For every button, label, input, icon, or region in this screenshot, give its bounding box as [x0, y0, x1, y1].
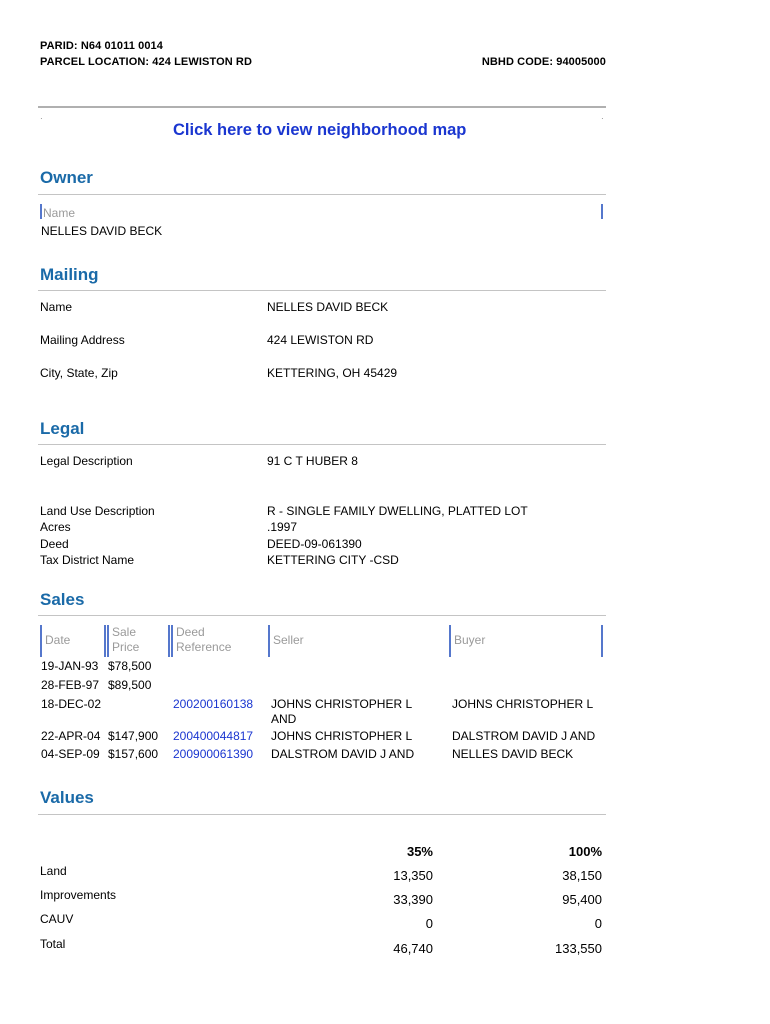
- mailing-city-value: KETTERING, OH 45429: [267, 366, 398, 380]
- values-total-100: 133,550: [555, 941, 602, 956]
- sale-seller: DALSTROM DAVID J AND: [271, 747, 415, 761]
- nbhd-code-text: NBHD CODE: 94005000: [481, 56, 606, 68]
- sale-buyer: DALSTROM DAVID J AND: [452, 729, 596, 743]
- sales-seller-header[interactable]: Seller: [268, 625, 438, 657]
- values-improvements-35: 33,390: [393, 892, 433, 907]
- sale-date: 22-APR-04: [41, 729, 101, 743]
- mailing-section-title: Mailing: [40, 265, 99, 284]
- sale-seller: JOHNS CHRISTOPHER L: [271, 697, 413, 711]
- land-use-value: R - SINGLE FAMILY DWELLING, PLATTED LOT: [267, 504, 528, 518]
- parcel-location-text: PARCEL LOCATION: 424 LEWISTON RD: [40, 56, 253, 68]
- owner-name-value: NELLES DAVID BECK: [41, 224, 163, 238]
- legal-divider: [38, 444, 606, 445]
- owner-col-end-marker: [601, 204, 603, 219]
- mailing-name-value: NELLES DAVID BECK: [267, 300, 389, 314]
- deed-reference-link[interactable]: 200900061390: [173, 747, 254, 761]
- sale-buyer: NELLES DAVID BECK: [452, 747, 574, 761]
- values-total-35: 46,740: [393, 941, 433, 956]
- tax-district-value: KETTERING CITY -CSD: [267, 553, 399, 567]
- sale-seller-cont: AND: [271, 712, 297, 726]
- sales-buyer-header[interactable]: Buyer: [449, 625, 589, 657]
- legal-description-value: 91 C T HUBER 8: [267, 454, 358, 468]
- acres-label: Acres: [40, 520, 71, 534]
- sale-date: 04-SEP-09: [41, 747, 100, 761]
- right-dot: ·: [601, 114, 604, 123]
- sale-seller: JOHNS CHRISTOPHER L: [271, 729, 413, 743]
- values-land-label: Land: [40, 864, 67, 878]
- sales-col-separator: [104, 625, 106, 657]
- values-land-100: 38,150: [562, 868, 602, 883]
- sale-date: 28-FEB-97: [41, 678, 100, 692]
- sale-date: 18-DEC-02: [41, 697, 102, 711]
- owner-col-marker: [40, 204, 42, 219]
- sale-price: $157,600: [108, 747, 159, 761]
- sale-price: $147,900: [108, 729, 159, 743]
- values-improvements-100: 95,400: [562, 892, 602, 907]
- sale-buyer: JOHNS CHRISTOPHER L: [452, 697, 594, 711]
- sales-date-header[interactable]: Date: [40, 625, 100, 657]
- left-dot: ·: [40, 114, 43, 123]
- values-cauv-35: 0: [425, 916, 433, 931]
- sales-divider: [38, 615, 606, 616]
- values-100-header: 100%: [568, 844, 602, 859]
- mailing-address-value: 424 LEWISTON RD: [267, 333, 374, 347]
- mailing-divider: [38, 290, 606, 291]
- values-35-header: 35%: [406, 844, 433, 859]
- values-cauv-label: CAUV: [40, 912, 74, 926]
- values-land-35: 13,350: [393, 868, 433, 883]
- land-use-label: Land Use Description: [40, 504, 155, 518]
- tax-district-label: Tax District Name: [40, 553, 135, 567]
- mailing-address-label: Mailing Address: [40, 333, 125, 347]
- sale-price: $78,500: [108, 659, 152, 673]
- header-divider: [38, 106, 606, 108]
- deed-reference-link[interactable]: 200200160138: [173, 697, 254, 711]
- deed-value: DEED-09-061390: [267, 537, 362, 551]
- owner-section-title: Owner: [40, 168, 93, 187]
- sale-date: 19-JAN-93: [41, 659, 99, 673]
- values-cauv-100: 0: [594, 916, 602, 931]
- acres-value: .1997: [267, 520, 298, 534]
- mailing-city-label: City, State, Zip: [40, 366, 118, 380]
- neighborhood-map-link[interactable]: Click here to view neighborhood map: [173, 121, 467, 139]
- legal-section-title: Legal: [40, 419, 85, 438]
- sales-col-end-marker: [601, 625, 603, 657]
- sales-section-title: Sales: [40, 590, 85, 609]
- sales-price-header[interactable]: Sale Price: [107, 625, 157, 657]
- sale-price: $89,500: [108, 678, 152, 692]
- deed-label: Deed: [40, 537, 69, 551]
- owner-name-header: Name: [43, 206, 76, 220]
- legal-description-label: Legal Description: [40, 454, 133, 468]
- values-total-label: Total: [40, 937, 66, 951]
- mailing-name-label: Name: [40, 300, 73, 314]
- sales-col-separator: [168, 625, 170, 657]
- parid-text: PARID: N64 01011 0014: [40, 40, 163, 52]
- deed-reference-link[interactable]: 200400044817: [173, 729, 254, 743]
- sales-deed-header[interactable]: Deed Reference: [171, 625, 256, 657]
- values-improvements-label: Improvements: [40, 888, 117, 902]
- values-section-title: Values: [40, 788, 94, 807]
- values-divider: [38, 814, 606, 815]
- owner-divider: [38, 194, 606, 195]
